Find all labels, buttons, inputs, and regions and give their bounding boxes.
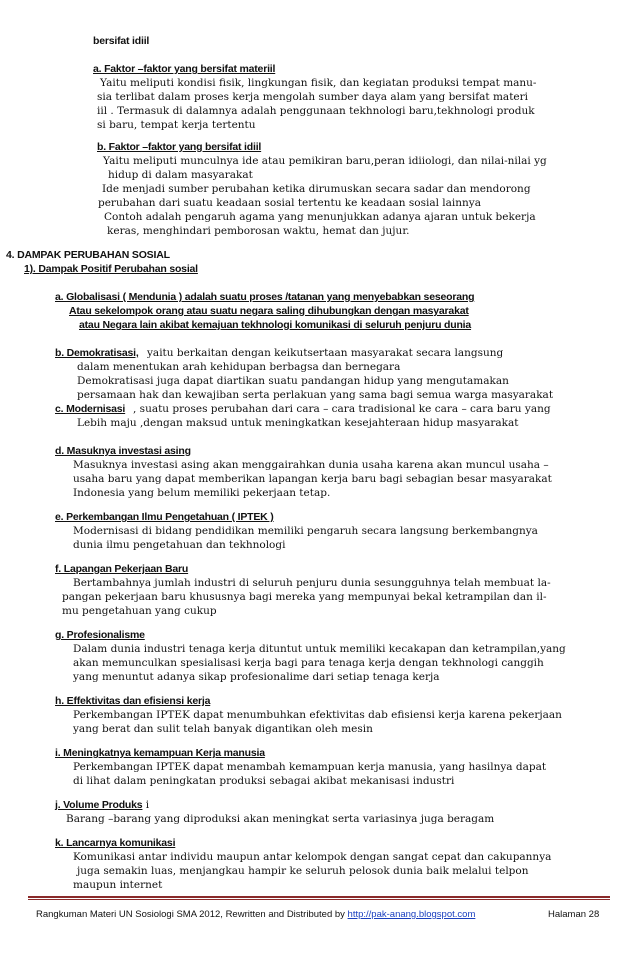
text-line: Yaitu meliputi munculnya ide atau pemikiran baru,peran idiiologi, dan nilai-nilai yg [103,155,547,167]
text-line: Atau sekelompok orang atau suatu negara saling dihubungkan dengan masyarakat [69,305,469,317]
item-j-suffix: i [145,799,150,811]
text-line: akan memunculkan spesialisasi kerja bagi para tenaga kerja dengan tekhnologi canggih [73,657,544,669]
item-j-heading: j. Volume Produks [55,799,143,811]
text-line: yang berat dan sulit telah banyak digantikan oleh mesin [73,723,373,735]
footer-rule [28,896,610,898]
text-line: Dalam dunia industri tenaga kerja dituntut untuk memiliki kecakapan dan ketrampilan,yang [73,643,566,655]
footer-credit-text: Rangkuman Materi UN Sosiologi SMA 2012, Rewritten and Distributed by [36,909,345,920]
text-line: Komunikasi antar individu maupun antar kelompok dengan sangat cepat dan cakupannya [73,851,552,863]
text-line: yaitu berkaitan dengan keikutsertaan masyarakat secara langsung [147,347,504,359]
text-line: 1). Dampak Positif Perubahan sosial [24,263,198,275]
text-line: maupun internet [73,879,163,891]
text-line: Ide menjadi sumber perubahan ketika dirumuskan secara sadar dan mendorong [102,183,531,195]
text-line: g. Profesionalisme [55,629,145,641]
text-line: f. Lapangan Pekerjaan Baru [55,563,189,575]
text-line: Demokratisasi juga dapat diartikan suatu pandangan hidup yang mengutamakan [77,375,509,387]
text-line: d. Masuknya investasi asing [55,445,191,457]
footer-page-number: Halaman 28 [548,909,600,920]
item-b-demokratisasi-label [55,346,139,360]
page-footer [0,896,638,936]
text-line: Barang –barang yang diproduksi akan meningkat serta variasinya juga beragam [66,813,495,825]
text-line: 4. DAMPAK PERUBAHAN SOSIAL [6,249,170,261]
footer-rule-thin [28,899,610,900]
text-line: Bertambahnya jumlah industri di seluruh penjuru dunia sesungguhnya telah membuat la- [73,577,551,589]
text-line: mu pengetahuan yang cukup [62,605,217,617]
text-line: b. Faktor –faktor yang bersifat idiil [97,141,262,153]
item-b-heading: b. Demokratisasi, [55,347,139,359]
text-line: di lihat dalam peningkatan produksi sebagai akibat mekanisasi industri [73,775,455,787]
text-line: i. Meningkatnya kemampuan Kerja manusia [55,747,265,759]
text-line: sia terlibat dalam proses kerja mengolah sumber daya alam yang bersifat materi [97,91,529,103]
item-c-modernisasi-label [55,402,125,416]
text-line: yang menuntut adanya sikap profesionalime dari setiap tenaga kerja [73,671,440,683]
text-line: Modernisasi di bidang pendidikan memiliki pengaruh secara langsung berkembangnya [73,525,538,537]
item-j-volume-produksi [55,798,149,812]
text-line: Masuknya investasi asing akan menggairahkan dunia usaha karena akan muncul usaha – [73,459,549,471]
text-line: , suatu proses perubahan dari cara – cara tradisional ke cara – cara baru yang [133,403,551,415]
text-line: perubahan dari suatu keadaan sosial tertentu ke keadaan sosial lainnya [98,197,482,209]
text-line: Contoh adalah pengaruh agama yang menunjukkan adanya ajaran untuk bekerja [104,211,536,223]
footer-link[interactable]: http://pak-anang.blogspot.com [347,909,476,920]
text-line: dunia ilmu pengetahuan dan tekhnologi [73,539,286,551]
text-line: h. Effektivitas dan efisiensi kerja [55,695,211,707]
text-line: a. Faktor –faktor yang bersifat materiil [93,63,276,75]
text-line: juga semakin luas, menjangkau hampir ke seluruh pelosok dunia baik melalui telpon [77,865,529,877]
text-line: iil . Termasuk di dalamnya adalah penggunaan tekhnologi baru,tekhnologi produk [97,105,535,117]
text-line: Yaitu meliputi kondisi fisik, lingkungan fisik, dan kegiatan produksi tempat manu- [100,77,537,89]
text-line: hidup di dalam masyarakat [108,169,253,181]
text-line: atau Negara lain akibat kemajuan tekhnologi komunikasi di seluruh penjuru dunia [79,319,472,331]
text-line: persamaan hak dan kewajiban serta perlakuan yang sama bagi semua warga masyarakat [77,389,554,401]
text-line: k. Lancarnya komunikasi [55,837,176,849]
text-line: e. Perkembangan Ilmu Pengetahuan ( IPTEK ) [55,511,274,523]
text-line: a. Globalisasi ( Mendunia ) adalah suatu proses /tatanan yang menyebabkan seseorang [55,291,475,303]
text-line: Lebih maju ,dengan maksud untuk meningkatkan kesejahteraan hidup masyarakat [77,417,519,429]
text-line: Perkembangan IPTEK dapat menambah kemampuan kerja manusia, yang hasilnya dapat [73,761,547,773]
text-line: dalam menentukan arah kehidupan berbagsa dan bernegara [77,361,401,373]
text-line: si baru, tempat kerja tertentu [97,119,256,131]
text-line: Perkembangan IPTEK dapat menumbuhkan efektivitas dab efisiensi kerja karena pekerjaan [73,709,562,721]
footer-credit [36,908,475,922]
item-c-heading: c. Modernisasi [55,403,126,415]
text-line: Indonesia yang belum memiliki pekerjaan tetap. [73,487,331,499]
text-line: usaha baru yang dapat memberikan lapangan kerja baru bagi sebagian besar masyarakat [73,473,552,485]
text-line: bersifat idiil [93,35,150,47]
text-line: pangan pekerjaan baru khususnya bagi mereka yang mempunyai bekal ketrampilan dan il- [62,591,547,603]
text-line: keras, menghindari pemborosan waktu, hemat dan jujur. [107,225,410,237]
